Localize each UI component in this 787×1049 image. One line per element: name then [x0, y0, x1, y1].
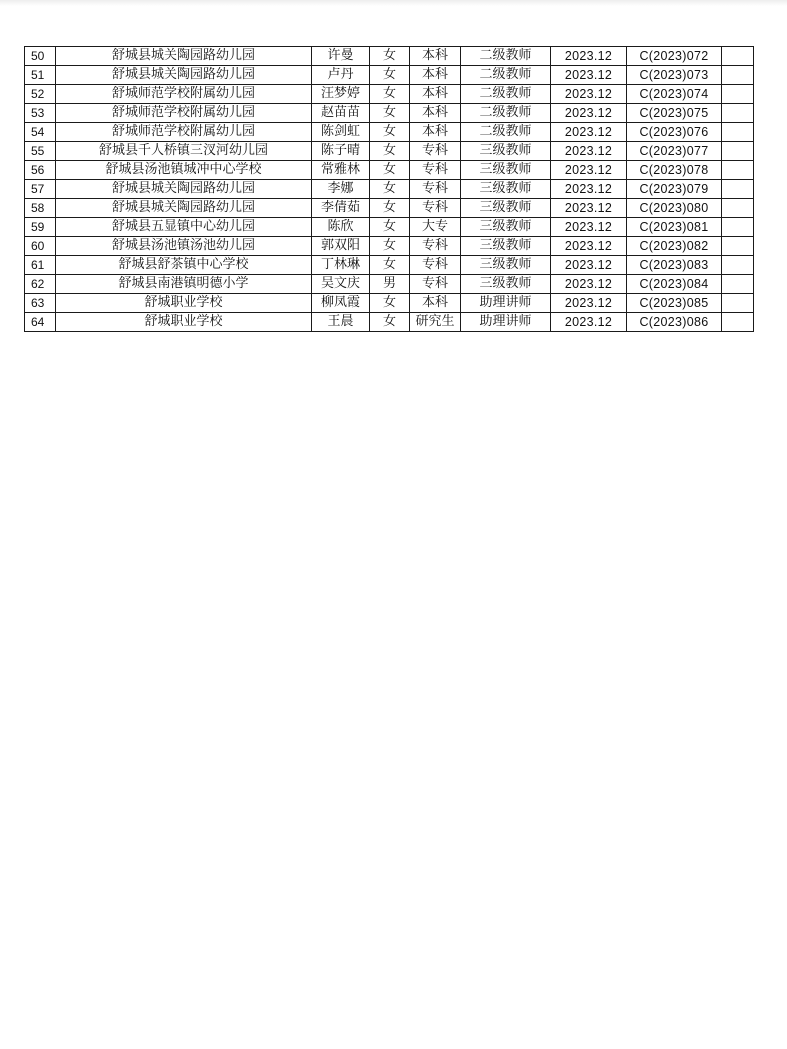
approval-date: 2023.12 [551, 199, 627, 218]
professional-title: 二级教师 [461, 85, 551, 104]
blank-cell [722, 275, 754, 294]
table-row [25, 237, 754, 256]
gender: 女 [370, 237, 410, 256]
person-name: 李倩茹 [312, 199, 370, 218]
row-number: 54 [25, 123, 56, 142]
approval-date: 2023.12 [551, 218, 627, 237]
row-number: 55 [25, 142, 56, 161]
row-number: 56 [25, 161, 56, 180]
gender: 女 [370, 104, 410, 123]
certificate-number: C(2023)084 [627, 275, 722, 294]
education: 本科 [410, 66, 461, 85]
table-row [25, 142, 754, 161]
gender: 女 [370, 142, 410, 161]
certificate-number: C(2023)081 [627, 218, 722, 237]
certificate-number: C(2023)085 [627, 294, 722, 313]
person-name: 陈欣 [312, 218, 370, 237]
unit-name: 舒城县城关陶园路幼儿园 [56, 180, 312, 199]
approval-date: 2023.12 [551, 47, 627, 66]
blank-cell [722, 199, 754, 218]
unit-name: 舒城师范学校附属幼儿园 [56, 123, 312, 142]
row-number: 51 [25, 66, 56, 85]
person-name: 王晨 [312, 313, 370, 332]
table-row [25, 199, 754, 218]
professional-title: 三级教师 [461, 256, 551, 275]
approval-date: 2023.12 [551, 294, 627, 313]
unit-name: 舒城师范学校附属幼儿园 [56, 104, 312, 123]
professional-title: 三级教师 [461, 180, 551, 199]
table-row [25, 47, 754, 66]
table-row [25, 66, 754, 85]
table-row [25, 161, 754, 180]
blank-cell [722, 256, 754, 275]
table-row [25, 85, 754, 104]
unit-name: 舒城县城关陶园路幼儿园 [56, 199, 312, 218]
education: 专科 [410, 199, 461, 218]
person-name: 陈子晴 [312, 142, 370, 161]
unit-name: 舒城县五显镇中心幼儿园 [56, 218, 312, 237]
unit-name: 舒城县南港镇明德小学 [56, 275, 312, 294]
table-row [25, 275, 754, 294]
certificate-number: C(2023)082 [627, 237, 722, 256]
person-name: 李娜 [312, 180, 370, 199]
person-name: 吴文庆 [312, 275, 370, 294]
professional-title: 三级教师 [461, 218, 551, 237]
gender: 女 [370, 180, 410, 199]
row-number: 60 [25, 237, 56, 256]
blank-cell [722, 104, 754, 123]
blank-cell [722, 66, 754, 85]
professional-title: 三级教师 [461, 237, 551, 256]
certificate-number: C(2023)083 [627, 256, 722, 275]
table-row [25, 256, 754, 275]
blank-cell [722, 218, 754, 237]
education: 专科 [410, 256, 461, 275]
certificate-number: C(2023)078 [627, 161, 722, 180]
row-number: 53 [25, 104, 56, 123]
gender: 女 [370, 313, 410, 332]
unit-name: 舒城县汤池镇汤池幼儿园 [56, 237, 312, 256]
certificate-number: C(2023)073 [627, 66, 722, 85]
person-name: 丁林琳 [312, 256, 370, 275]
unit-name: 舒城职业学校 [56, 313, 312, 332]
blank-cell [722, 237, 754, 256]
professional-title: 二级教师 [461, 123, 551, 142]
professional-title: 助理讲师 [461, 313, 551, 332]
certificate-number: C(2023)079 [627, 180, 722, 199]
blank-cell [722, 123, 754, 142]
unit-name: 舒城县舒茶镇中心学校 [56, 256, 312, 275]
person-name: 陈剑虹 [312, 123, 370, 142]
professional-title: 二级教师 [461, 47, 551, 66]
certificate-number: C(2023)077 [627, 142, 722, 161]
row-number: 57 [25, 180, 56, 199]
scan-edge-shadow [0, 0, 787, 6]
table-body [25, 47, 754, 332]
education: 本科 [410, 47, 461, 66]
professional-title: 三级教师 [461, 275, 551, 294]
row-number: 52 [25, 85, 56, 104]
approval-date: 2023.12 [551, 142, 627, 161]
person-name: 许曼 [312, 47, 370, 66]
unit-name: 舒城县汤池镇城冲中心学校 [56, 161, 312, 180]
gender: 女 [370, 123, 410, 142]
professional-title: 三级教师 [461, 142, 551, 161]
professional-title: 二级教师 [461, 66, 551, 85]
gender: 女 [370, 161, 410, 180]
table-row [25, 313, 754, 332]
approval-date: 2023.12 [551, 180, 627, 199]
person-name: 常雅林 [312, 161, 370, 180]
approval-date: 2023.12 [551, 313, 627, 332]
education: 研究生 [410, 313, 461, 332]
education: 专科 [410, 237, 461, 256]
blank-cell [722, 294, 754, 313]
education: 本科 [410, 104, 461, 123]
row-number: 63 [25, 294, 56, 313]
gender: 女 [370, 47, 410, 66]
professional-title: 二级教师 [461, 104, 551, 123]
table-row [25, 218, 754, 237]
approval-date: 2023.12 [551, 85, 627, 104]
gender: 女 [370, 256, 410, 275]
gender: 女 [370, 85, 410, 104]
person-name: 卢丹 [312, 66, 370, 85]
table-row [25, 180, 754, 199]
unit-name: 舒城职业学校 [56, 294, 312, 313]
approval-date: 2023.12 [551, 256, 627, 275]
approval-date: 2023.12 [551, 237, 627, 256]
blank-cell [722, 161, 754, 180]
table-row [25, 123, 754, 142]
blank-cell [722, 85, 754, 104]
blank-cell [722, 47, 754, 66]
unit-name: 舒城县千人桥镇三汊河幼儿园 [56, 142, 312, 161]
row-number: 58 [25, 199, 56, 218]
professional-title: 助理讲师 [461, 294, 551, 313]
row-number: 62 [25, 275, 56, 294]
approval-date: 2023.12 [551, 66, 627, 85]
gender: 女 [370, 294, 410, 313]
education: 专科 [410, 180, 461, 199]
unit-name: 舒城县城关陶园路幼儿园 [56, 47, 312, 66]
education: 专科 [410, 142, 461, 161]
approval-date: 2023.12 [551, 275, 627, 294]
education: 专科 [410, 161, 461, 180]
professional-title: 三级教师 [461, 199, 551, 218]
table-row [25, 104, 754, 123]
unit-name: 舒城县城关陶园路幼儿园 [56, 66, 312, 85]
education: 专科 [410, 275, 461, 294]
blank-cell [722, 180, 754, 199]
unit-name: 舒城师范学校附属幼儿园 [56, 85, 312, 104]
person-name: 汪梦婷 [312, 85, 370, 104]
person-name: 赵苗苗 [312, 104, 370, 123]
gender: 男 [370, 275, 410, 294]
education: 本科 [410, 294, 461, 313]
certificate-number: C(2023)074 [627, 85, 722, 104]
certificate-number: C(2023)080 [627, 199, 722, 218]
certificate-number: C(2023)075 [627, 104, 722, 123]
approval-date: 2023.12 [551, 161, 627, 180]
certificate-number: C(2023)076 [627, 123, 722, 142]
blank-cell [722, 142, 754, 161]
row-number: 61 [25, 256, 56, 275]
person-name: 郭双阳 [312, 237, 370, 256]
table-row [25, 294, 754, 313]
person-name: 柳凤霞 [312, 294, 370, 313]
certificate-number: C(2023)072 [627, 47, 722, 66]
approval-date: 2023.12 [551, 104, 627, 123]
gender: 女 [370, 218, 410, 237]
professional-title: 三级教师 [461, 161, 551, 180]
gender: 女 [370, 66, 410, 85]
education: 本科 [410, 85, 461, 104]
approval-date: 2023.12 [551, 123, 627, 142]
certificate-number: C(2023)086 [627, 313, 722, 332]
row-number: 64 [25, 313, 56, 332]
gender: 女 [370, 199, 410, 218]
teacher-title-table [24, 46, 754, 332]
row-number: 59 [25, 218, 56, 237]
blank-cell [722, 313, 754, 332]
row-number: 50 [25, 47, 56, 66]
education: 大专 [410, 218, 461, 237]
education: 本科 [410, 123, 461, 142]
